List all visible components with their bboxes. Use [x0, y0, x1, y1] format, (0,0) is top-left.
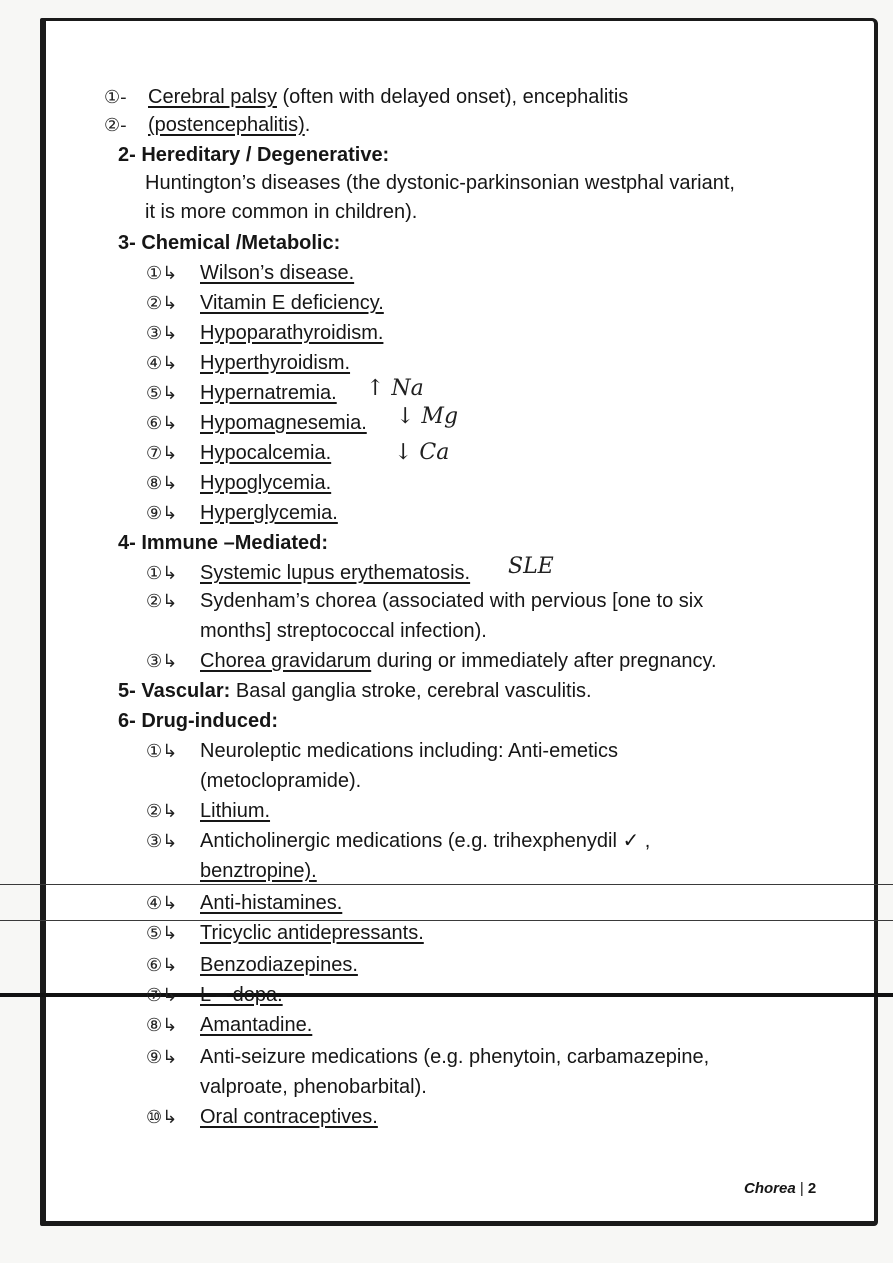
- list-item-continuation: valproate, phenobarbital).: [200, 1076, 427, 1098]
- list-item: ⑨↳ Hyperglycemia.: [146, 502, 338, 524]
- list-item: ③↳ Anticholinergic medications (e.g. trihexphenydil ✓ ,: [146, 830, 651, 852]
- hereditary-line-2: it is more common in children).: [145, 201, 418, 223]
- list-item: ⑩↳ Oral contraceptives.: [146, 1106, 378, 1128]
- handwritten-note-mg: ↓ Mg: [396, 404, 459, 429]
- list-item: ①↳ Systemic lupus erythematosis.: [146, 562, 471, 584]
- section-heading-drug: 6- Drug-induced:: [118, 710, 278, 732]
- list-item: ⑤↳ Tricyclic antidepressants.: [146, 922, 424, 944]
- handwritten-note-na: ↑ Na: [366, 376, 424, 401]
- list-item: ③↳ Hypoparathyroidism.: [146, 322, 384, 344]
- list-item: ①↳ Wilson’s disease.: [146, 262, 355, 284]
- handwritten-note-sle: SLE: [508, 554, 554, 579]
- handwritten-note-ca: ↓ Ca: [394, 440, 450, 465]
- section-heading-chemical: 3- Chemical /Metabolic:: [118, 232, 341, 254]
- section-heading-hereditary: 2- Hereditary / Degenerative:: [118, 144, 390, 166]
- list-item: ④↳ Hyperthyroidism.: [146, 352, 351, 374]
- list-item: ⑥↳ Hypomagnesemia.: [146, 412, 367, 434]
- intro-line-2: ②- (postencephalitis).: [104, 114, 311, 136]
- list-item: ⑧↳ Amantadine.: [146, 1014, 313, 1036]
- list-item: ⑥↳ Benzodiazepines.: [146, 954, 358, 976]
- list-item-continuation: (metoclopramide).: [200, 770, 362, 792]
- footer-title: Chorea: [744, 1180, 796, 1197]
- list-item: ③↳ Chorea gravidarum during or immediately after pregnancy.: [146, 650, 717, 672]
- list-item-continuation: months] streptococcal infection).: [200, 620, 487, 642]
- page-number: 2: [807, 1180, 817, 1197]
- section-vascular: 5- Vascular: Basal ganglia stroke, cerebral vasculitis.: [118, 680, 592, 702]
- list-item: ⑤↳ Hypernatremia.: [146, 382, 337, 404]
- list-item: ⑦↳ Hypocalcemia.: [146, 442, 332, 464]
- list-item: ④↳ Anti-histamines.: [146, 892, 343, 914]
- list-item: ②↳ Vitamin E deficiency.: [146, 292, 384, 314]
- footer-separator: |: [795, 1180, 808, 1197]
- list-item: ⑧↳ Hypoglycemia.: [146, 472, 332, 494]
- page-footer: [744, 1180, 816, 1197]
- hereditary-line-1: Huntington’s diseases (the dystonic-parkinsonian westphal variant,: [145, 172, 735, 194]
- list-item: ②↳ Sydenham’s chorea (associated with pervious [one to six: [146, 590, 704, 612]
- list-item-continuation: benztropine).: [200, 860, 317, 882]
- list-item: ⑨↳ Anti-seizure medications (e.g. phenytoin, carbamazepine,: [146, 1046, 710, 1068]
- list-item: ②↳ Lithium.: [146, 800, 271, 822]
- intro-line-1: ①- Cerebral palsy (often with delayed onset), encephalitis: [104, 86, 629, 108]
- list-item: ⑦↳ L – dopa.: [146, 984, 283, 1006]
- section-heading-immune: 4- Immune –Mediated:: [118, 532, 329, 554]
- list-item: ①↳ Neuroleptic medications including: Anti-emetics: [146, 740, 618, 762]
